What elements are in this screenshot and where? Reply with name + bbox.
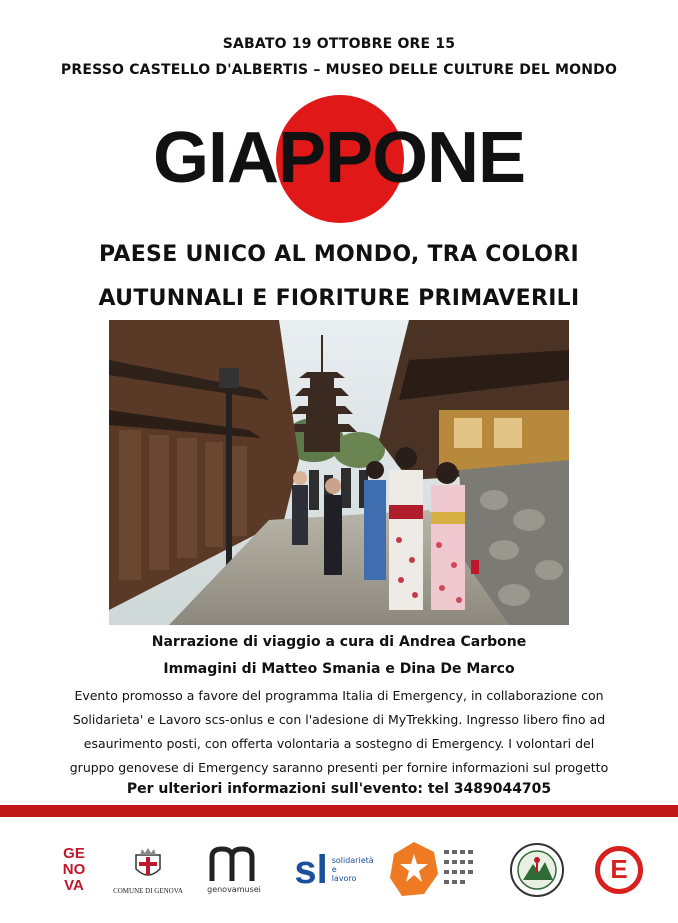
event-date: SABATO 19 OTTOBRE ORE 15	[222, 36, 456, 52]
solidarieta-label: solidarietà e lavoro	[331, 856, 374, 883]
coat-of-arms-icon	[128, 845, 168, 885]
description-line-1: Evento promosso a favore del programma Italia di Emergency, in collaborazione con	[74, 688, 604, 703]
genovamusei-m-icon	[206, 845, 262, 885]
mytrekking-badge-logo	[502, 822, 572, 917]
genova-logo-line-1: GE	[63, 844, 85, 862]
comune-di-genova-logo	[106, 822, 190, 917]
contact-info: Per ulteriori informazioni sull'evento: tel 3489044705	[126, 781, 552, 797]
description-line-2: Solidarieta' e Lavoro scs-onlus e con l'adesione di MyTrekking. Ingresso libero fino ad	[72, 712, 606, 727]
genovamusei-label: genovamusei	[207, 885, 261, 894]
red-divider-band	[0, 805, 678, 817]
genova-logo	[34, 822, 114, 917]
genova-logo-line-2: NO	[62, 860, 86, 878]
subtitle-line-2: AUTUNNALI E FIORITURE PRIMAVERILI	[98, 286, 580, 311]
images-credit: Immagini di Matteo Smania e Dina De Marco	[163, 661, 515, 677]
event-venue: PRESSO CASTELLO D'ALBERTIS – MUSEO DELLE CULTURE DEL MONDO	[60, 62, 618, 78]
emergency-logo	[584, 822, 654, 917]
genova-logo-line-3: VA	[64, 876, 84, 894]
description-line-3: esaurimento posti, con offerta volontaria a sostegno di Emergency. I volontari del	[83, 736, 595, 751]
description-line-4: gruppo genovese di Emergency saranno presenti per fornire informazioni sul progetto	[69, 760, 609, 775]
solidarieta-e-lavoro-logo: sl solidarietà e lavoro	[294, 847, 374, 892]
hiker-badge-icon	[509, 842, 565, 898]
subtitle-line-1: PAESE UNICO AL MONDO, TRA COLORI	[98, 242, 579, 267]
page-title: GIAPPONE	[152, 118, 526, 198]
orange-heptagon-logo	[384, 822, 484, 917]
event-description	[20, 684, 658, 780]
emergency-label: E	[595, 846, 643, 894]
heptagon-star-icon	[386, 838, 482, 902]
kyoto-street-photo	[109, 320, 569, 625]
narration-credit: Narrazione di viaggio a cura di Andrea Carbone	[151, 634, 527, 650]
genovamusei-logo	[196, 822, 272, 917]
sponsor-logos	[0, 822, 678, 917]
comune-label: COMUNE DI GENOVA	[113, 886, 183, 895]
